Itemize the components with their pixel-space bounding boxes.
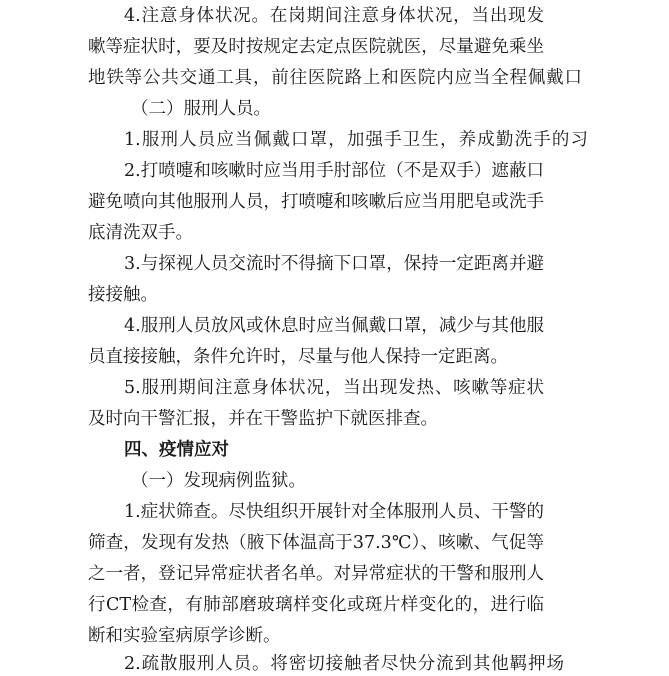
paragraph-line: 之一者，登记异常症状者名单。对异常症状的干警和服刑人: [88, 564, 544, 584]
paragraph-line: 接接触。: [88, 285, 158, 305]
paragraph-line: 及时向干警汇报，并在干警监护下就医排查。: [88, 409, 438, 429]
paragraph-line: 5.服刑期间注意身体状况，当出现发热、咳嗽等症状: [124, 378, 544, 398]
paragraph-line: 地铁等公共交通工具，前往医院路上和医院内应当全程佩戴口: [88, 68, 582, 88]
paragraph-line: 3.与探视人员交流时不得摘下口罩，保持一定距离并避: [124, 254, 544, 274]
paragraph-line: 1.服刑人员应当佩戴口罩，加强手卫生，养成勤洗手的习: [124, 130, 588, 150]
paragraph-line: 员直接接触，条件允许时，尽量与他人保持一定距离。: [88, 347, 508, 367]
section-heading: 四、疫情应对: [124, 440, 229, 460]
paragraph-line: 1.症状筛查。尽快组织开展针对全体服刑人员、干警的: [124, 502, 544, 522]
section-subheading: （二）服刑人员。: [131, 99, 271, 119]
paragraph-line: 筛查，发现有发热（腋下体温高于37.3℃）、咳嗽、气促等: [88, 533, 544, 553]
paragraph-line: 断和实验室病原学诊断。: [88, 626, 281, 646]
paragraph-line: 2.打喷嚏和咳嗽时应当用手肘部位（不是双手）遮蔽口: [124, 161, 544, 181]
paragraph-line: 4.注意身体状况。在岗期间注意身体状况，当出现发: [124, 6, 544, 26]
paragraph-line: 底清洗双手。: [88, 223, 193, 243]
paragraph-line: 2.疏散服刑人员。将密切接触者尽快分流到其他羁押场: [124, 654, 564, 674]
paragraph-line: 行CT检查，有肺部磨玻璃样变化或斑片样变化的，进行临: [88, 595, 544, 615]
paragraph-line: 避免喷向其他服刑人员，打喷嚏和咳嗽后应当用肥皂或洗手: [88, 192, 544, 212]
paragraph-line: 4.服刑人员放风或休息时应当佩戴口罩，减少与其他服: [124, 316, 544, 336]
paragraph-line: 嗽等症状时，要及时按规定去定点医院就医，尽量避免乘坐: [88, 37, 544, 57]
section-subheading: （一）发现病例监狱。: [131, 471, 306, 491]
